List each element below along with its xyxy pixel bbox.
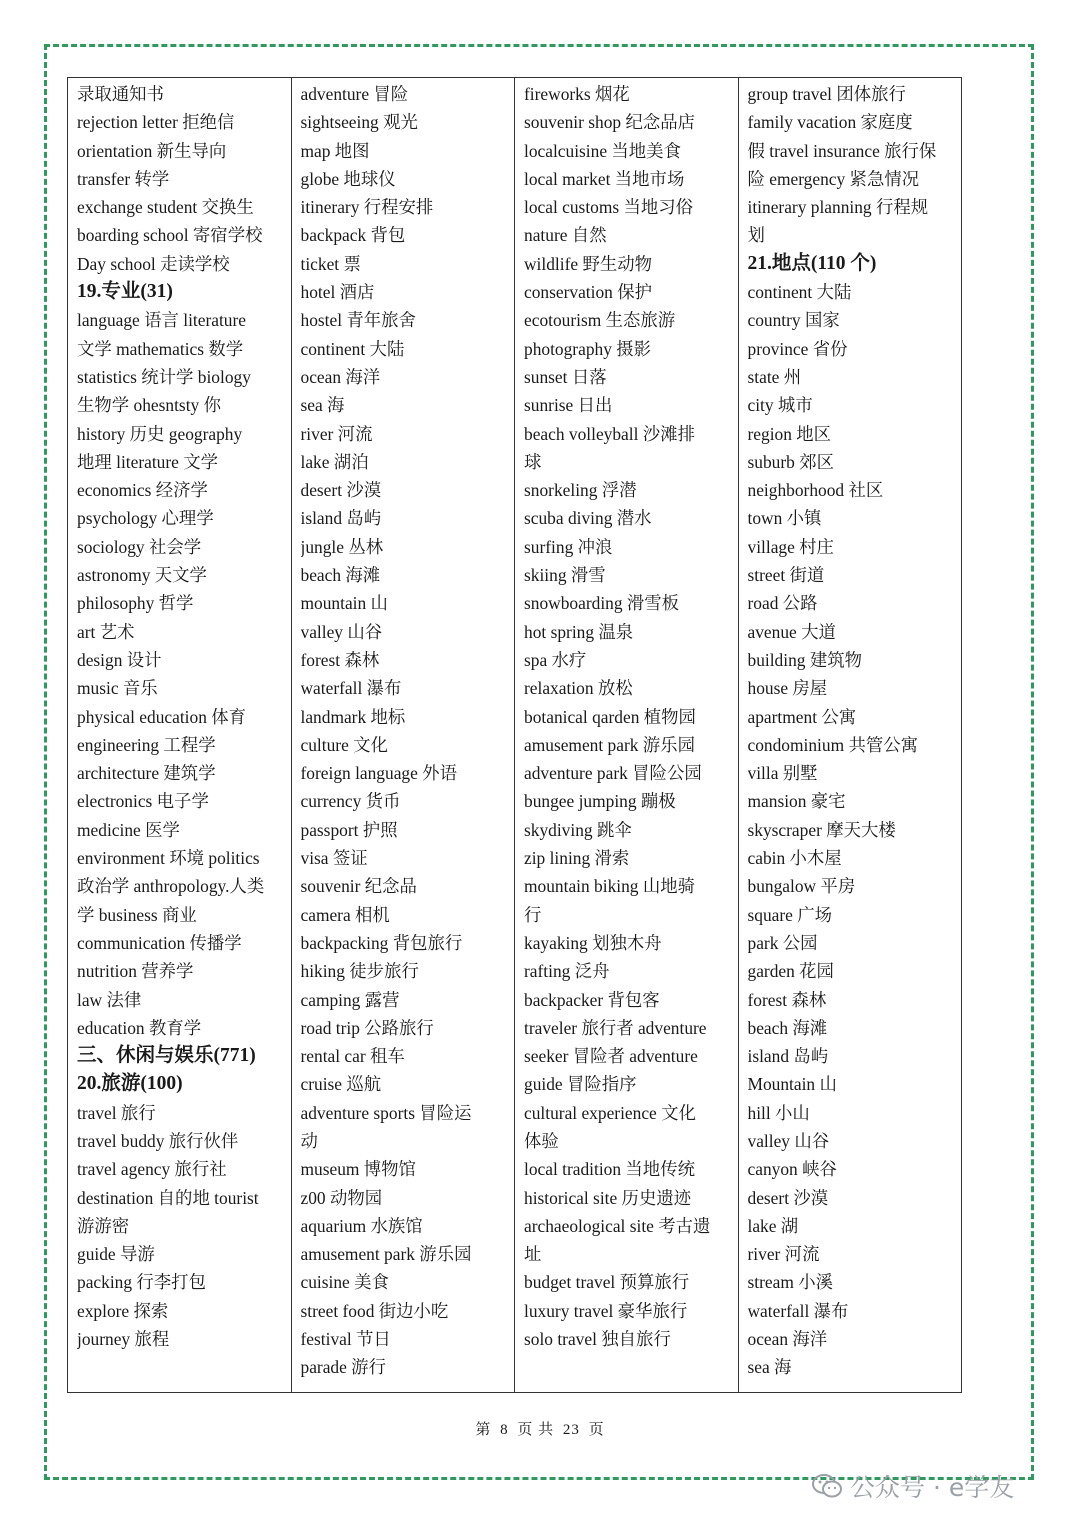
vocab-entry: budget travel 预算旅行	[524, 1272, 690, 1293]
vocab-entry: bungee jumping 蹦极	[524, 791, 676, 812]
section-heading: 20.旅游(100)	[77, 1073, 183, 1095]
vocab-entry: photography 摄影	[524, 338, 652, 359]
vocab-entry: desert 沙漠	[300, 480, 382, 501]
vocab-entry: condominium 共管公寓	[747, 734, 919, 755]
vocab-entry: apartment 公寓	[747, 706, 857, 727]
vocab-entry: packing 行李打包	[77, 1272, 206, 1293]
vocab-entry: explore 探索	[77, 1300, 169, 1321]
vocab-entry: hot spring 温泉	[524, 621, 634, 642]
vocab-entry: wildlife 野生动物	[524, 253, 653, 274]
vocab-entry: valley 山谷	[747, 1130, 830, 1151]
vocab-entry: rafting 泛舟	[524, 961, 610, 982]
vocab-entry: 录取通知书	[77, 84, 164, 104]
vocab-entry: hiking 徒步旅行	[300, 961, 419, 982]
vocab-entry: waterfall 瀑布	[300, 678, 402, 699]
vocab-entry: valley 山谷	[300, 621, 383, 642]
vocab-entry: villa 别墅	[747, 763, 818, 784]
vocab-entry: astronomy 天文学	[77, 565, 207, 586]
vocab-entry: botanical qarden 植物园	[524, 706, 696, 727]
vocab-entry: skyscraper 摩天大楼	[747, 819, 896, 840]
vocab-entry: amusement park 游乐园	[300, 1244, 472, 1265]
vocab-entry: forest 森林	[300, 649, 380, 670]
wechat-icon	[812, 1473, 842, 1499]
vocab-entry: street food 街边小吃	[300, 1300, 449, 1321]
vocab-entry: waterfall 瀑布	[747, 1300, 849, 1321]
vocab-entry: cabin 小木屋	[747, 848, 842, 869]
vocab-entry: localcuisine 当地美食	[524, 140, 681, 161]
vocab-entry: park 公园	[747, 932, 818, 953]
vocab-entry: lake 湖	[747, 1215, 799, 1236]
vocab-entry: 游游密	[77, 1215, 130, 1236]
vocab-entry: 体验	[524, 1130, 559, 1151]
vocab-entry: museum 博物馆	[300, 1159, 416, 1180]
vocab-entry: Mountain 山	[747, 1074, 837, 1095]
vocab-entry: solo travel 独自旅行	[524, 1329, 671, 1350]
vocab-entry: z00 动物园	[300, 1187, 383, 1208]
vocab-entry: square 广场	[747, 904, 833, 925]
vocab-entry: beach 海滩	[300, 565, 381, 586]
vocab-entry: continent 大陆	[300, 338, 405, 359]
vocab-entry: backpacker 背包客	[524, 989, 660, 1010]
vocab-entry: culture 文化	[300, 734, 388, 755]
vocab-entry: electronics 电子学	[77, 791, 209, 812]
vocab-entry: bungalow 平房	[747, 876, 856, 897]
vocab-entry: souvenir 纪念品	[300, 876, 417, 897]
vocab-entry: backpack 背包	[300, 225, 406, 246]
vocab-entry: ocean 海洋	[300, 366, 381, 387]
section-heading: 19.专业(31)	[77, 281, 173, 303]
vocab-entry: architecture 建筑学	[77, 763, 216, 784]
vocab-entry: environment 环境 politics	[77, 848, 260, 869]
vocab-entry: medicine 医学	[77, 819, 180, 840]
vocab-entry: economics 经济学	[77, 480, 208, 501]
vocab-entry: garden 花园	[747, 961, 834, 982]
vocab-entry: neighborhood 社区	[747, 480, 884, 501]
vocab-entry: globe 地球仪	[300, 168, 396, 189]
vocab-entry: boarding school 寄宿学校	[77, 225, 263, 246]
page-footer	[0, 1418, 1080, 1439]
vocab-entry: stream 小溪	[747, 1272, 833, 1293]
vocab-entry: transfer 转学	[77, 168, 170, 189]
vocab-entry: currency 货币	[300, 791, 401, 812]
table-column-2	[291, 78, 515, 1392]
vocab-entry: cultural experience 文化	[524, 1102, 696, 1123]
vocab-entry: fireworks 烟花	[524, 84, 630, 104]
vocab-entry: relaxation 放松	[524, 678, 633, 699]
vocab-entry: mountain 山	[300, 593, 388, 614]
vocab-entry: sunrise 日出	[524, 395, 613, 416]
vocab-entry: art 艺术	[77, 621, 135, 642]
section-heading: 三、休闲与娱乐(771)	[77, 1045, 256, 1067]
vocab-entry: hotel 酒店	[300, 282, 375, 303]
vocab-entry: music 音乐	[77, 678, 158, 699]
vocab-entry: law 法律	[77, 989, 142, 1010]
vocab-entry: language 语言 literature	[77, 310, 247, 331]
vocab-entry: skiing 滑雪	[524, 565, 606, 586]
vocab-entry: festival 节日	[300, 1329, 391, 1350]
vocab-entry: orientation 新生导向	[77, 140, 227, 161]
vocab-entry: journey 旅程	[77, 1329, 170, 1350]
vocab-entry: travel agency 旅行社	[77, 1159, 227, 1180]
vocab-entry: ecotourism 生态旅游	[524, 310, 676, 331]
vocab-entry: avenue 大道	[747, 621, 836, 642]
vocab-entry: sunset 日落	[524, 366, 607, 387]
vocab-entry: nature 自然	[524, 225, 607, 246]
vocab-entry: sea 海	[747, 1357, 792, 1378]
vocab-entry: suburb 郊区	[747, 451, 834, 472]
vocab-entry: rejection letter 拒绝信	[77, 112, 235, 133]
vocab-entry: engineering 工程学	[77, 734, 216, 755]
vocab-entry: itinerary 行程安排	[300, 197, 434, 218]
vocab-entry: luxury travel 豪华旅行	[524, 1300, 688, 1321]
vocab-entry: cuisine 美食	[300, 1272, 389, 1293]
vocab-entry: rental car 租车	[300, 1046, 405, 1067]
vocab-entry: map 地图	[300, 140, 370, 161]
vocab-entry: landmark 地标	[300, 706, 406, 727]
vocab-entry: country 国家	[747, 310, 840, 331]
vocab-entry: 险 emergency 紧急情况	[747, 168, 920, 189]
footer-total-pages: 23	[562, 1422, 580, 1438]
vocab-entry: city 城市	[747, 395, 813, 416]
vocab-entry: local tradition 当地传统	[524, 1159, 695, 1180]
footer-suffix: 页	[588, 1422, 605, 1438]
vocab-entry: 划	[747, 225, 765, 246]
vocab-entry: aquarium 水族馆	[300, 1215, 423, 1236]
vocab-entry: jungle 丛林	[300, 536, 384, 557]
vocab-entry: 文学 mathematics 数学	[77, 338, 244, 359]
vocab-entry: spa 水疗	[524, 649, 587, 670]
vocab-entry: adventure park 冒险公园	[524, 763, 702, 784]
vocab-entry: continent 大陆	[747, 282, 852, 303]
table-column-3	[514, 78, 738, 1392]
footer-page-number: 8	[500, 1422, 509, 1438]
vocab-entry: guide 导游	[77, 1244, 155, 1265]
vocab-entry: forest 森林	[747, 989, 827, 1010]
vocab-entry: travel 旅行	[77, 1102, 156, 1123]
vocab-entry: family vacation 家庭度	[747, 112, 913, 133]
vocab-entry: communication 传播学	[77, 932, 242, 953]
vocab-entry: group travel 团体旅行	[747, 84, 906, 104]
vocab-entry: road 公路	[747, 593, 818, 614]
vocab-entry: village 村庄	[747, 536, 834, 557]
vocab-entry: lake 湖泊	[300, 451, 369, 472]
vocab-entry: amusement park 游乐园	[524, 734, 695, 755]
table-column-1	[68, 78, 291, 1392]
vocab-entry: cruise 巡航	[300, 1074, 382, 1095]
vocab-entry: passport 护照	[300, 819, 398, 840]
vocab-entry: design 设计	[77, 649, 162, 670]
vocab-entry: itinerary planning 行程规	[747, 197, 929, 218]
vocab-entry: local customs 当地习俗	[524, 197, 694, 218]
vocabulary-table	[67, 77, 962, 1393]
vocab-entry: surfing 冲浪	[524, 536, 613, 557]
vocab-entry: traveler 旅行者 adventure	[524, 1017, 707, 1038]
vocab-entry: hill 小山	[747, 1102, 810, 1123]
vocab-entry: statistics 统计学 biology	[77, 366, 251, 387]
vocab-entry: beach volleyball 沙滩排	[524, 423, 695, 444]
vocab-entry: 学 business 商业	[77, 904, 197, 925]
vocab-entry: conservation 保护	[524, 282, 652, 303]
vocab-entry: ticket 票	[300, 253, 361, 274]
vocab-entry: camping 露营	[300, 989, 400, 1010]
vocab-entry: 行	[524, 904, 542, 925]
vocab-entry: 址	[524, 1244, 542, 1265]
vocab-entry: visa 签证	[300, 848, 368, 869]
vocab-entry: history 历史 geography	[77, 423, 243, 444]
vocab-entry: skydiving 跳伞	[524, 819, 632, 840]
vocab-entry: 假 travel insurance 旅行保	[747, 140, 937, 161]
vocab-entry: canyon 峡谷	[747, 1159, 837, 1180]
vocab-entry: seeker 冒险者 adventure	[524, 1046, 698, 1067]
vocab-entry: province 省份	[747, 338, 848, 359]
vocab-entry: foreign language 外语	[300, 763, 457, 784]
vocab-entry: 生物学 ohesntsty 你	[77, 395, 221, 416]
vocab-entry: parade 游行	[300, 1357, 386, 1378]
vocab-entry: camera 相机	[300, 904, 390, 925]
vocab-entry: exchange student 交换生	[77, 197, 254, 218]
vocab-entry: physical education 体育	[77, 706, 247, 727]
vocab-entry: destination 自的地 tourist	[77, 1187, 259, 1208]
vocab-entry: sightseeing 观光	[300, 112, 418, 133]
vocab-entry: snorkeling 浮潜	[524, 480, 637, 501]
vocab-entry: house 房屋	[747, 678, 828, 699]
vocab-entry: philosophy 哲学	[77, 593, 194, 614]
vocab-entry: psychology 心理学	[77, 508, 214, 529]
vocab-entry: nutrition 营养学	[77, 961, 194, 982]
vocab-entry: guide 冒险指序	[524, 1074, 637, 1095]
vocab-entry: mountain biking 山地骑	[524, 876, 696, 897]
vocab-entry: 球	[524, 451, 542, 472]
vocab-entry: adventure sports 冒险运	[300, 1102, 472, 1123]
vocab-entry: zip lining 滑索	[524, 848, 630, 869]
vocab-entry: education 教育学	[77, 1017, 202, 1038]
vocab-entry: travel buddy 旅行伙伴	[77, 1130, 239, 1151]
vocab-entry: kayaking 划独木舟	[524, 932, 662, 953]
vocab-entry: local market 当地市场	[524, 168, 685, 189]
vocab-entry: mansion 豪宅	[747, 791, 846, 812]
vocab-entry: hostel 青年旅舍	[300, 310, 416, 331]
vocab-entry: Day school 走读学校	[77, 253, 230, 274]
vocab-entry: desert 沙漠	[747, 1187, 829, 1208]
vocab-entry: archaeological site 考古遗	[524, 1215, 711, 1236]
footer-prefix: 第	[475, 1422, 492, 1438]
vocab-entry: ocean 海洋	[747, 1329, 828, 1350]
vocab-entry: adventure 冒险	[300, 84, 409, 104]
vocab-entry: river 河流	[747, 1244, 820, 1265]
vocab-entry: sociology 社会学	[77, 536, 202, 557]
vocab-entry: beach 海滩	[747, 1017, 828, 1038]
vocab-entry: region 地区	[747, 423, 832, 444]
vocab-entry: river 河流	[300, 423, 373, 444]
vocab-entry: souvenir shop 纪念品店	[524, 112, 696, 133]
vocab-entry: 地理 literature 文学	[77, 451, 219, 472]
vocab-entry: street 街道	[747, 565, 825, 586]
watermark	[812, 1466, 1014, 1506]
vocab-entry: state 州	[747, 366, 802, 387]
vocab-entry: 政治学 anthropology.人类	[77, 876, 265, 897]
watermark-text: 公众号 · e学友	[850, 1473, 1015, 1502]
section-heading: 21.地点(110 个)	[747, 252, 877, 274]
vocab-entry: building 建筑物	[747, 649, 862, 670]
vocab-entry: town 小镇	[747, 508, 822, 529]
vocab-entry: road trip 公路旅行	[300, 1017, 434, 1038]
vocab-entry: snowboarding 滑雪板	[524, 593, 680, 614]
vocab-entry: island 岛屿	[300, 508, 382, 529]
vocab-entry: 动	[300, 1130, 318, 1151]
vocab-entry: scuba diving 潜水	[524, 508, 652, 529]
vocab-entry: backpacking 背包旅行	[300, 932, 463, 953]
vocab-entry: island 岛屿	[747, 1046, 829, 1067]
table-column-4	[738, 78, 962, 1392]
vocab-entry: sea 海	[300, 395, 345, 416]
footer-mid: 页 共	[517, 1422, 555, 1438]
vocab-entry: historical site 历史遗迹	[524, 1187, 692, 1208]
